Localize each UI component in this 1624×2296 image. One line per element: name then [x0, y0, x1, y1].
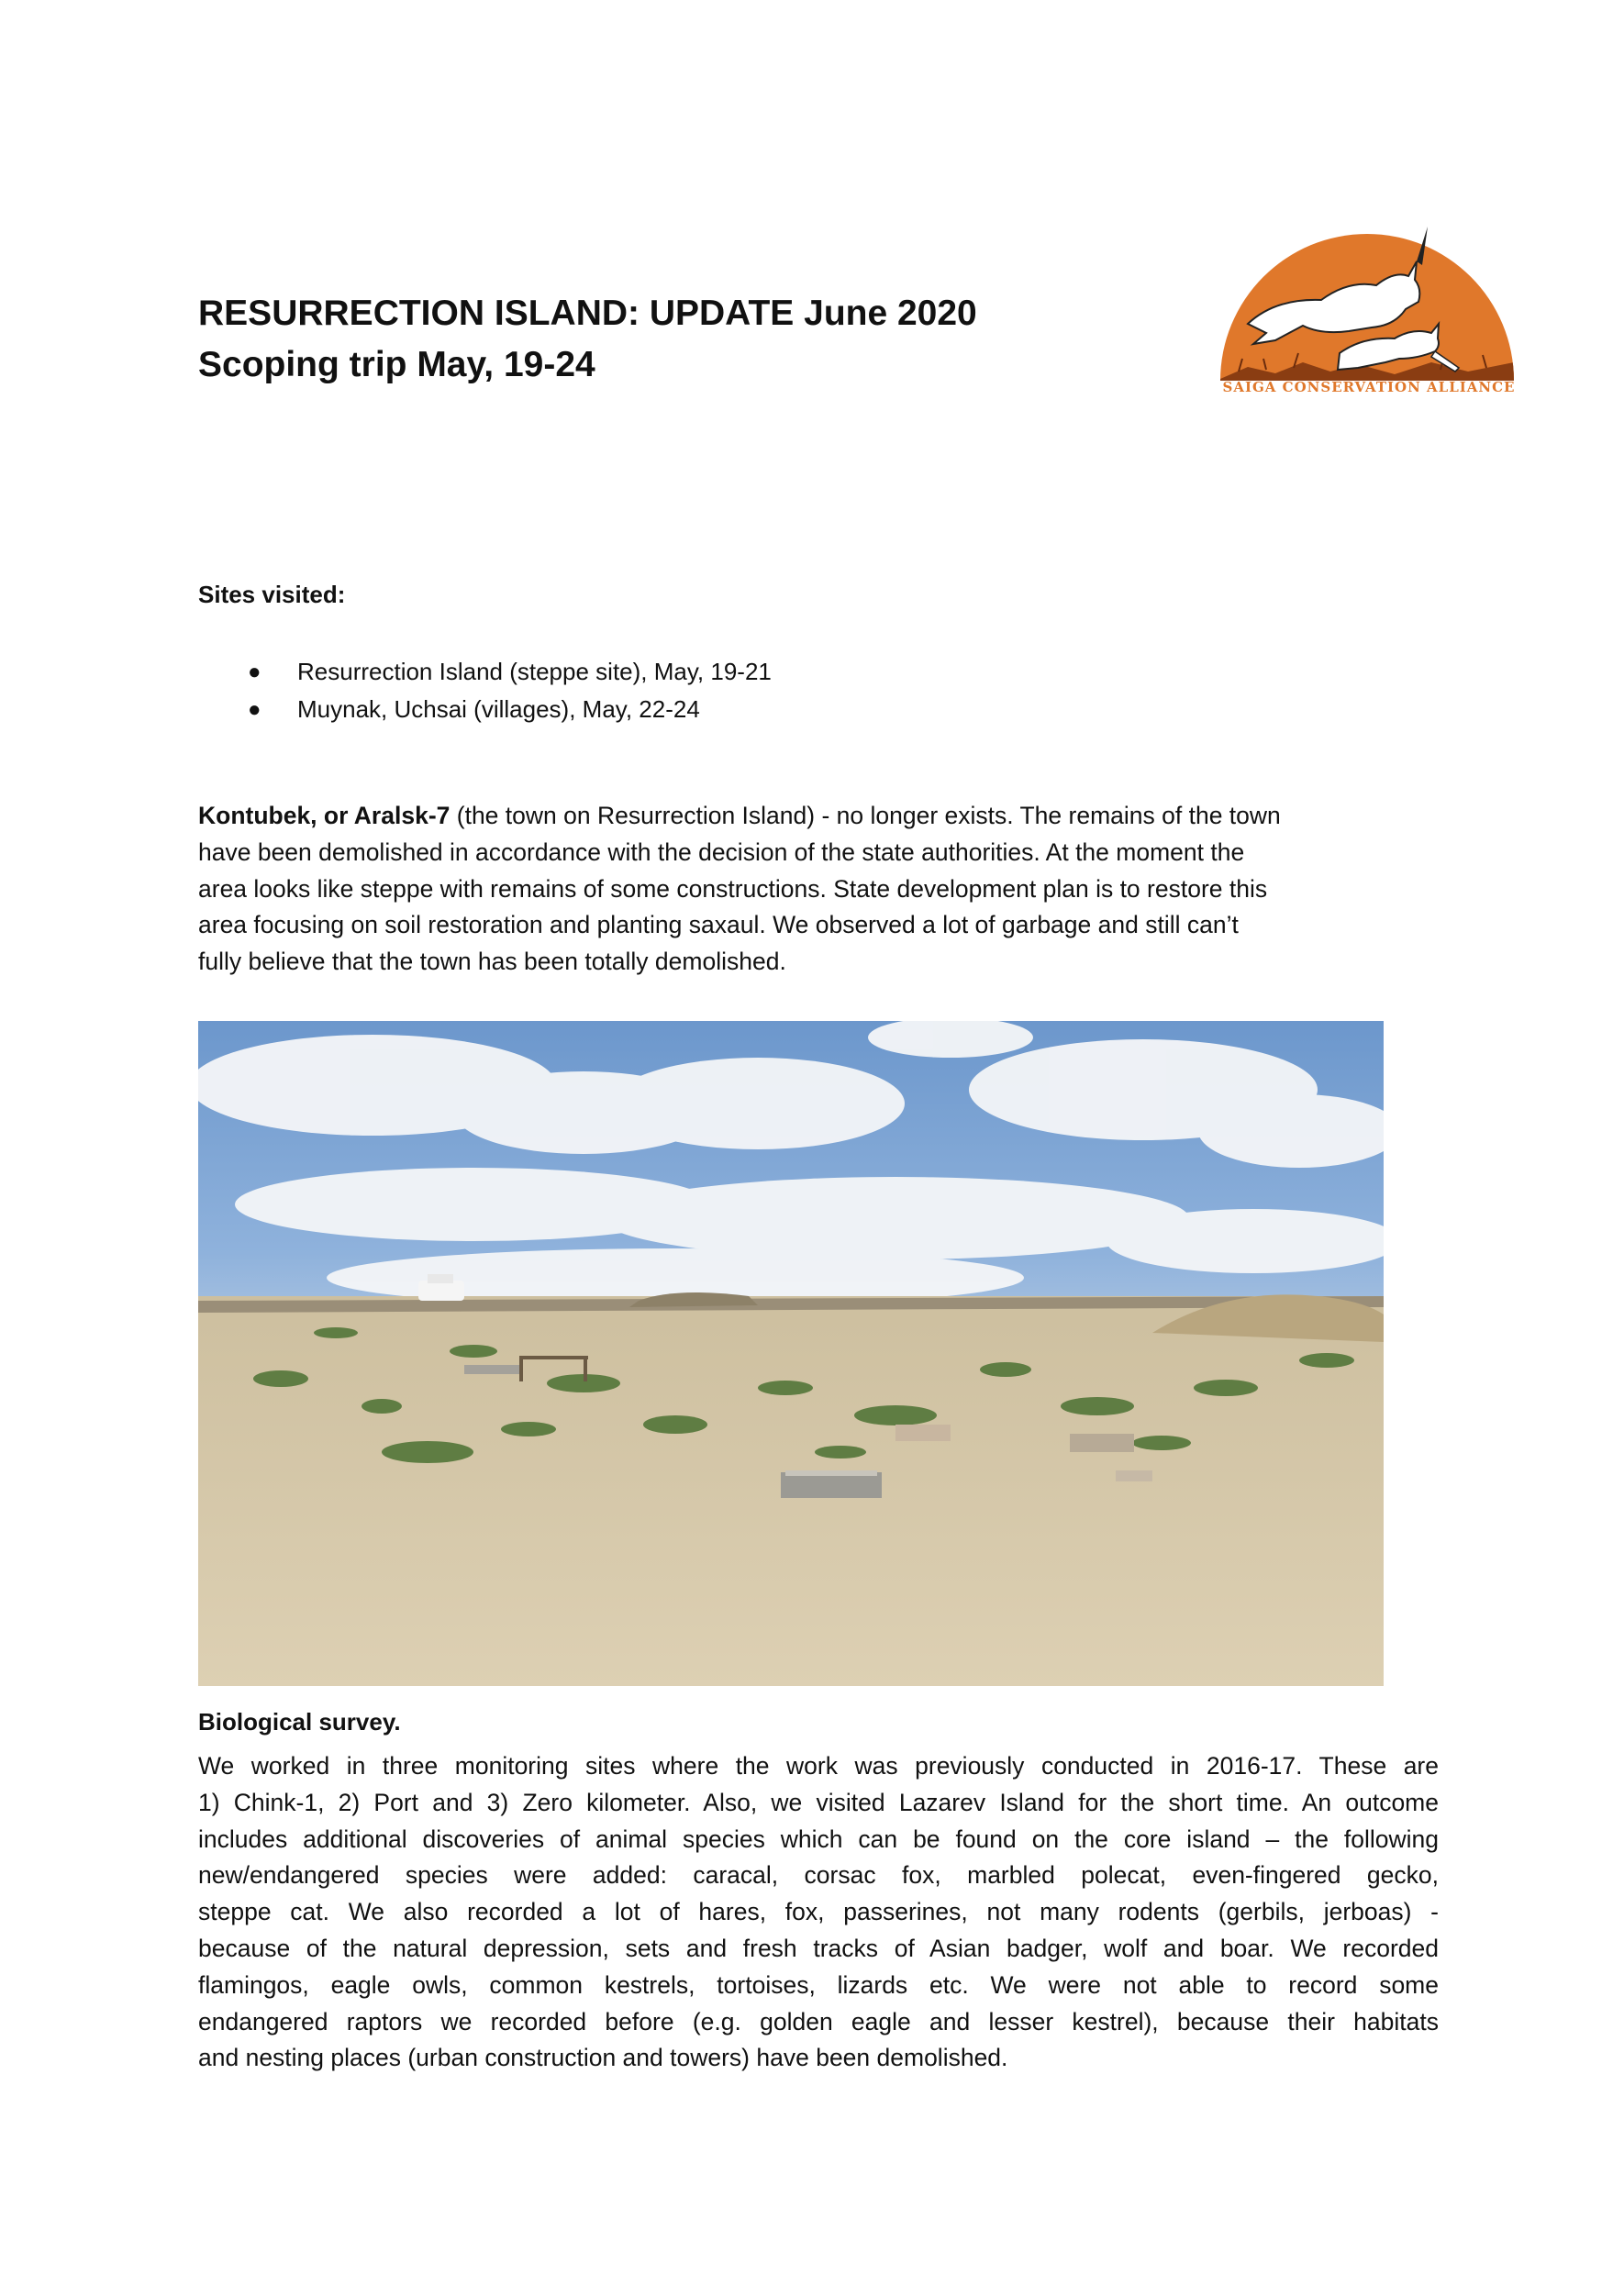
kontubek-lead: Kontubek, or Aralsk-7 — [198, 802, 450, 829]
title-line-1: RESURRECTION ISLAND: UPDATE June 2020 — [198, 294, 977, 333]
bullet-icon: ● — [248, 697, 261, 722]
bio-label: Biological survey. — [198, 1708, 401, 1736]
list-item: ● Muynak, Uchsai (villages), May, 22-24 — [248, 691, 772, 728]
list-item: ● Resurrection Island (steppe site), May, 19-21 — [248, 653, 772, 691]
saiga-logo — [1211, 225, 1523, 399]
bullet-icon: ● — [248, 660, 261, 684]
sites-label: Sites visited: — [198, 581, 346, 608]
site-photo — [198, 1021, 1384, 1686]
kontubek-paragraph: Kontubek, or Aralsk-7 (the town on Resurrection Island) - no longer exists. The remains of the town have been demolished in accordance with the decision of the state authorities. At the moment the area looks like steppe with remains of some constructions. State development plan is to restore this area focusing on soil restoration and planting saxaul. We observed a lot of garbage and still can’t fully believe that the town has been totally demolished. — [198, 802, 1281, 976]
steppe-photo-illustration — [198, 1021, 1384, 1686]
sites-list — [248, 653, 772, 728]
title-line-2: Scoping trip May, 19-24 — [198, 345, 595, 384]
bio-paragraph: We worked in three monitoring sites where the work was previously conducted in 2016-17. These are 1) Chink-1, 2) Port and 3) Zero kilometer. Also, we visited Lazarev Island for the short time. An outcome includes additional discoveries of animal species which can be found on the core island – the following new/endangered species were added: caracal, corsac fox, marbled polecat, even-fingered gecko, steppe cat. We also recorded a lot of hares, fox, passerines, not many rodents (gerbils, jerboas) - because of the natural depression, sets and fresh tracks of Asian badger, wolf and boar. We recorded flamingos, eagle owls, common kestrels, tortoises, lizards etc. We were not able to record some endangered raptors we recorded before (e.g. golden eagle and lesser kestrel), because their habitats and nesting places (urban construction and towers) have been demolished. — [198, 1752, 1439, 2072]
page-title — [198, 288, 977, 391]
logo-caption: SAIGA CONSERVATION ALLIANCE — [1222, 379, 1516, 395]
